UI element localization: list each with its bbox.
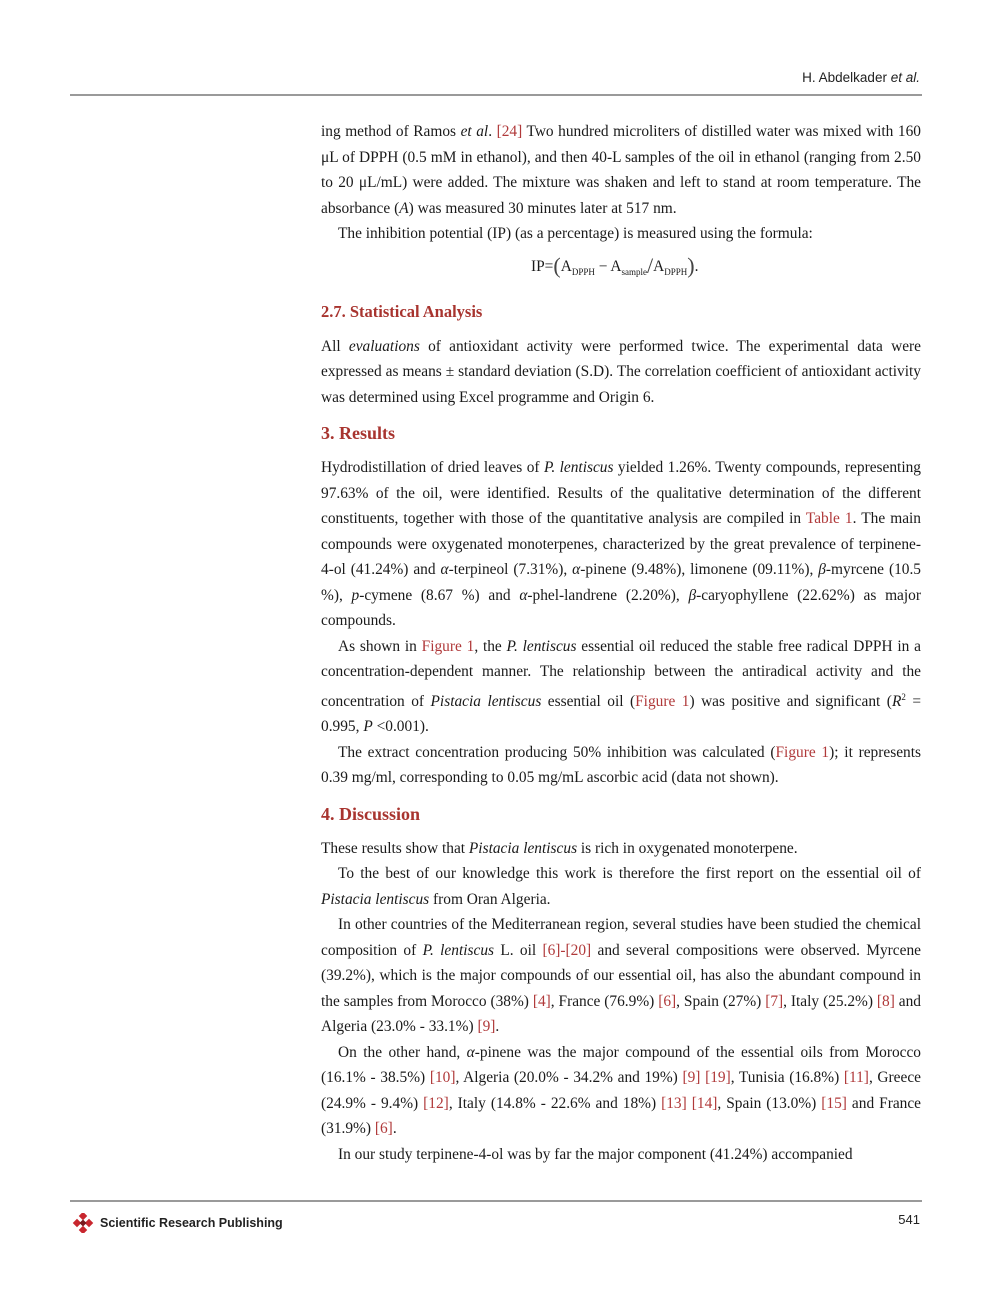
discussion-paragraph-2: To the best of our knowledge this work is therefore the first report on the essential oil of Pistacia lentiscus from Oran Algeria. [321, 865, 921, 908]
header-rule [70, 94, 922, 96]
ref-9-link[interactable]: [9] [682, 1069, 701, 1087]
statistics-paragraph: All evaluations of antioxidant activity were performed twice. The experimental data were expressed as means ± standard deviation (S.D). The correlation coefficient of antioxidant activity was determined using Excel programme and Origin 6. [321, 337, 921, 406]
ref-6-link[interactable]: [6] [374, 1120, 393, 1138]
ref-24-link[interactable]: [24] [496, 123, 523, 140]
ref-19-link[interactable]: [19] [705, 1069, 731, 1087]
footer-rule [70, 1200, 922, 1202]
results-paragraph-1: Hydrodistillation of dried leaves of P. lentiscus yielded 1.26%. Twenty compounds, representing 97.63% of the oil, were identified. Results of the qualitative determination of the different constituents, together with those of the quantitative analysis are compiled in Table 1. The main compounds were oxygenated monoterpenes, characterized by the great prevalence of terpinene-4-ol (41.24%) and α-terpineol (7.31%), α-pinene (9.48%), limonene (09.11%), β-myrcene (10.5 %), p-cymene (8.67 %) and α-phel-landrene (2.20%), β-caryophyllene (22.62%) as major compounds. [321, 459, 922, 629]
figure-1-link[interactable]: Figure 1 [635, 692, 690, 710]
results-paragraph-2: As shown in Figure 1, the P. lentiscus essential oil reduced the stable free radical DPPH in a concentration-dependent manner. The relationship between the antiradical activity and the concentration of Pistacia lentiscus essential oil (Figure 1) was positive and significant ($R^2 = 0.995$, P <0.001). [321, 637, 921, 736]
ref-14-link[interactable]: [14] [691, 1094, 718, 1112]
ref-15-link[interactable]: [15] [821, 1094, 847, 1112]
ref-4-link[interactable]: [4] [532, 992, 551, 1010]
header-author-name: H. Abdelkader [802, 70, 887, 85]
ip-formula: $IP=(A_{DPPH} - A_{sample}/A_{DPPH})$. [531, 252, 699, 278]
inhibition-paragraph: The inhibition potential (IP) (as a percentage) is measured using the formula: [338, 225, 813, 242]
ref-9-link[interactable]: [9] [477, 1018, 496, 1036]
ref-10-link[interactable]: [10] [429, 1069, 456, 1087]
section-heading-results: 3. Results [321, 423, 396, 443]
section-heading-discussion: 4. Discussion [321, 803, 421, 824]
section-heading-statistical-analysis: 2.7. Statistical Analysis [321, 301, 483, 321]
ref-7-link[interactable]: [7] [765, 992, 784, 1010]
running-header [802, 70, 920, 85]
discussion-paragraph-1: These results show that Pistacia lentiscus is rich in oxygenated monoterpene. [321, 839, 798, 857]
ref-6-link[interactable]: [6] [658, 992, 677, 1010]
ref-11-link[interactable]: [11] [843, 1069, 869, 1087]
header-etal: et al. [890, 70, 920, 85]
ref-6-20-link[interactable]: [6]-[20] [542, 941, 592, 959]
discussion-paragraph-4: On the other hand, α-pinene was the major compound of the essential oils from Morocco (16.1% - 38.5%) [10], Algeria (20.0% - 34.2% and 19%) [9] [19], Tunisia (16.8%) [11], Greece (24.9% - 9.4%) [12], Italy (14.8% - 22.6% and 18%) [13] [14], Spain (13.0%) [15] and France (31.9%) [6]. [321, 1043, 922, 1138]
article-body [321, 119, 921, 1167]
figure-1-link[interactable]: Figure 1 [421, 637, 475, 655]
publisher-name: Scientific Research Publishing [100, 1216, 283, 1230]
discussion-paragraph-3: In other countries of the Mediterranean region, several studies have been studied the chemical composition of P. lentiscus L. oil [6]-[20] and several compositions were observed. Myrcene (39.2%), which is the major compounds of our essential oil, has also the abundant compound in the samples from Morocco (38%) [4], France (76.9%) [6], Spain (27%) [7], Italy (25.2%) [8] and Algeria (23.0% - 33.1%) [9]. [321, 916, 921, 1036]
ref-12-link[interactable]: [12] [423, 1094, 449, 1112]
page-number: 541 [898, 1212, 920, 1227]
table-1-link[interactable]: Table 1 [805, 510, 853, 527]
figure-1-link[interactable]: Figure 1 [775, 743, 830, 761]
publisher-logo [72, 1213, 283, 1233]
ref-8-link[interactable]: [8] [876, 992, 895, 1010]
scirp-diamond-icon [72, 1213, 94, 1233]
method-paragraph: ing method of Ramos et al. [24] Two hundred microliters of distilled water was mixed with 160 μL of DPPH (0.5 mM in ethanol), and then 40-L samples of the oil in ethanol (ranging from 2.50 to 20 μL/mL) were added. The mixture was shaken and left to stand at room temperature. The absorbance (A) was measured 30 minutes later at 517 nm. [321, 123, 922, 217]
ref-13-link[interactable]: [13] [661, 1094, 687, 1112]
discussion-paragraph-5: In our study terpinene-4-ol was by far the major component (41.24%) accompanied [338, 1145, 853, 1163]
results-paragraph-3: The extract concentration producing 50% inhibition was calculated (Figure 1); it represents 0.39 mg/ml, corresponding to 0.05 mg/mL ascorbic acid (data not shown). [321, 743, 921, 787]
